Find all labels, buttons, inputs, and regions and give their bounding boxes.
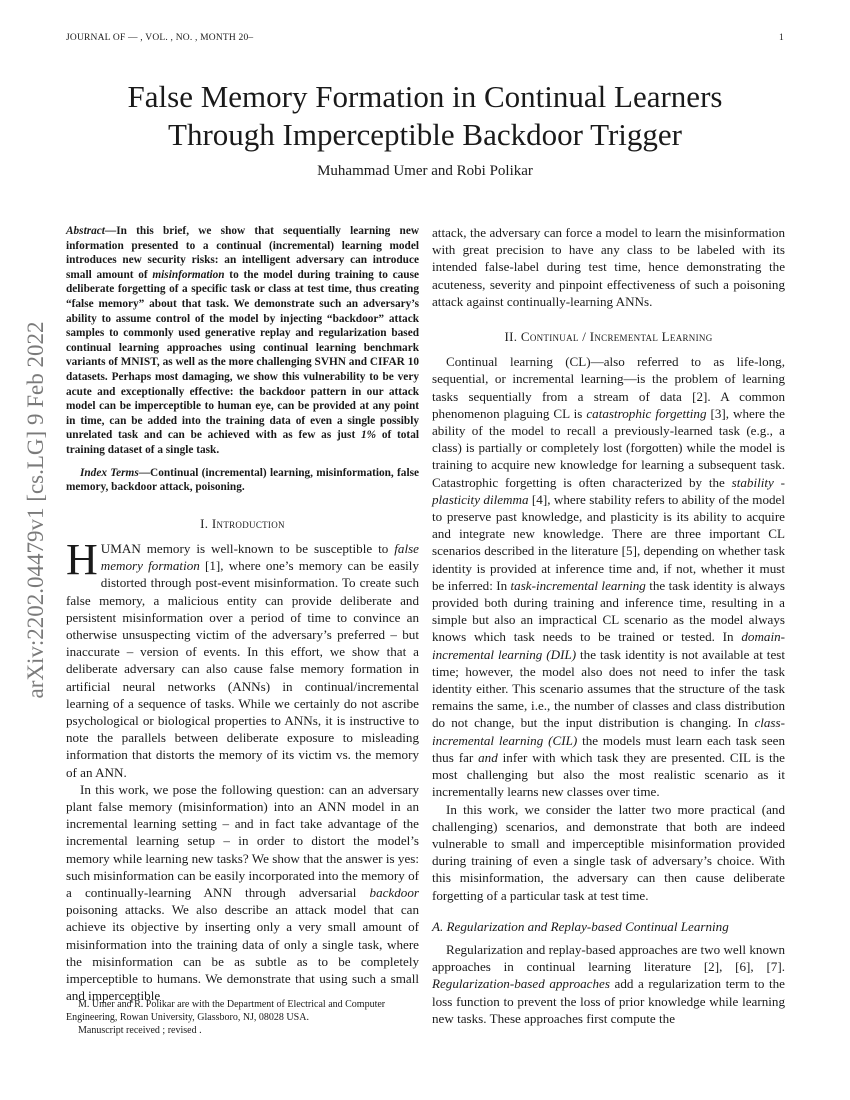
small-caps-text: UMAN	[100, 540, 141, 556]
section-title: Continual / Incremental Learning	[520, 329, 713, 345]
page-number: 1	[779, 33, 784, 43]
left-column	[66, 224, 419, 1004]
paragraph-text: the task identity is always provided both during training and inference time, resulting in a simple but also an impractical CL scenario as the model always knows which task needs to be trained or tested. In	[432, 577, 785, 645]
title-line-2: Through Imperceptible Backdoor Trigger	[168, 117, 682, 152]
section-heading	[432, 328, 785, 345]
abstract-emphasis: misinformation	[152, 268, 225, 281]
paragraph-text: add a regularization term to the loss function to prevent the loss of prior knowledge while learning new tasks. These approaches first compute the	[432, 976, 785, 1026]
section-number: II.	[504, 329, 521, 345]
authors: Muhammad Umer and Robi Polikar	[317, 163, 533, 179]
paragraph	[66, 534, 419, 781]
abstract-text: of total training dataset of a single task.	[66, 429, 419, 456]
paragraph-text: [3], where the ability of the model to recall a previously-learned task (e.g., a class) is partially or completely lost (forgotten) while the model is training to acquire new knowledge for learning a subsequent task. Catastrophic forgetting is often characterized by the	[432, 405, 785, 490]
paragraph-text: In this work, we pose the following question: can an adversary plant false memory (misinformation) into an ANN model in an incremental learning setting – and in fact take advantage of the incremental learning setup – in order to distort the model’s memory while learning new tasks? We show that the answer is yes: such misinformation can be easily incorporated into the memory of a continually-learning ANN through adversarial	[66, 781, 419, 900]
subsection-heading: A. Regularization and Replay-based Continual Learning	[432, 918, 729, 934]
arxiv-stamp	[14, 321, 58, 699]
arxiv-stamp-text: arXiv:2202.04479v1 [cs.LG] 9 Feb 2022	[23, 321, 48, 699]
paragraph-emphasis: and	[478, 749, 498, 765]
paragraph-text: the task identity is not available at test time; however, the model also does not need to infer the task identity either. This scenario assumes that the structure of the task remains the same, i.e., the number of classes and class distribution do not change, but the input distribution is changing. In	[432, 646, 785, 731]
drop-cap: H	[66, 534, 98, 584]
paragraph-text: the models must learn each task seen thus far	[432, 732, 785, 765]
paragraph-text: memory is well-known to be susceptible to	[140, 540, 395, 556]
section-heading	[66, 515, 419, 532]
index-terms-text: —Continual (incremental) learning, misinformation, false memory, backdoor attack, poisoning.	[66, 466, 419, 494]
paragraph: In this work, we consider the latter two more practical (and challenging) scenarios, and demonstrate that both are indeed vulnerable to small and imperceptible misinformation provided during training of even a single task of adversary’s choice. With this misinformation, the adversary can then cause deliberate forgetting of a particular task at test time.	[432, 801, 785, 903]
paragraph: attack, the adversary can force a model to learn the misinformation with great precision to have any class to be labeled with its intended false-label during test time, hence demonstrating the acuteness, severity and pinpoint effectiveness of such a poisoning attack against continually-learning ANNs.	[432, 225, 785, 309]
paragraph-emphasis: task-incremental learning	[510, 577, 646, 593]
running-header-text: JOURNAL OF — , VOL. , NO. , MONTH 20–	[66, 33, 254, 43]
paragraph-emphasis: catastrophic forgetting	[586, 405, 707, 421]
paragraph-text: [4], where stability refers to ability of the model to preserve past knowledge, and plasticity is its ability to acquire and integrate new knowledge. There are three important CL scenarios described in the literature [5], depending on whether task identity is provided at inference time and, if not, whether it must be inferred: In	[432, 491, 785, 593]
right-column	[432, 224, 785, 1027]
footnote	[66, 998, 419, 1037]
paragraph-text: Continual learning (CL)—also referred to as life-long, sequential, or incremental learning—is the problem of learning tasks sequentially from a stream of data [2]. A common phenomenon plaguing CL is	[432, 354, 785, 421]
paragraph-emphasis: false memory formation	[100, 540, 419, 574]
abstract-lead: Abstract	[66, 225, 105, 237]
abstract	[66, 224, 419, 495]
footnote-affiliation: M. Umer and R. Polikar are with the Department of Electrical and Computer Engineering, Rowan University, Glassboro, NJ, 08028 USA.	[66, 999, 386, 1023]
index-terms-lead: Index Terms	[80, 466, 139, 479]
paragraph-text: infer with which task they are presented. CIL is the most challenging but also the most realistic scenario as it incrementally learns new classes over time.	[432, 749, 785, 800]
paragraph-text: poisoning attacks. We also describe an attack model that can achieve its objective by inserting only a very small amount of misinformation into the training data of only a single task, where the misinformation can be as subtle as to be completely imperceptible to humans. We demonstrate that using such a small and imperceptible	[66, 902, 419, 1004]
paragraph-emphasis: stability - plasticity dilemma	[432, 474, 785, 507]
abstract-emphasis: 1%	[360, 429, 377, 442]
paragraph	[432, 941, 785, 1027]
running-header	[66, 33, 784, 47]
paragraph-emphasis: class-incremental learning (CIL)	[432, 715, 785, 748]
section-title: Introduction	[211, 515, 285, 531]
index-terms	[66, 466, 419, 495]
abstract-text: to the model during training to cause deliberate forgetting of a specific task or class at test time, thus creating “false memory” about that task. We demonstrate such an adversary’s ability to assume control of the model by injecting “backdoor” attack samples to commonly used generative replay and regularization based continual learning approaches using continual learning benchmark variants of MNIST, as well as the more challenging SVHN and CIFAR 10 datasets. Perhaps most damaging, we show this vulnerability to be very acute and exceptionally effective: the backdoor pattern in our attack model can be imperceptible to human eye, can be provided at any point in time, can be added into the training data of even a single possibly unrelated task and can be achieved with as few as just	[66, 268, 419, 442]
paragraph-text: [1], where one’s memory can be easily distorted through post-event misinformation. To create such false memory, a malicious entity can provide deliberate and persistent misinformation over a period of time to convince an otherwise unsuspecting victim of the adversary’s preferred – but inaccurate – version of events. In this effort, we show that a deliberate adversary can also cause false memory formation in artificial neural networks (ANNs) in continual/incremental learning of a sequence of tasks. While we certainly do not ascribe psychological or biological properties to ANNs, it is instructive to note the parallels between deliberate exposure to misleading information that distorts the memory of its victim vs. the memory of an ANN.	[66, 558, 419, 780]
footnote-received: Manuscript received ; revised .	[78, 1025, 202, 1036]
paragraph-emphasis: Regularization-based approaches	[432, 976, 610, 992]
paragraph-emphasis: backdoor	[369, 884, 419, 900]
section-number: I.	[200, 515, 212, 531]
paragraph-text: Regularization and replay-based approaches are two well known approaches in continual learning literature [2], [6], [7].	[432, 941, 785, 975]
paragraph-emphasis: domain-incremental learning (DIL)	[432, 629, 785, 662]
paper-title	[40, 78, 810, 154]
title-line-1: False Memory Formation in Continual Learners	[127, 79, 723, 114]
paragraph	[66, 781, 419, 1005]
paragraph	[432, 353, 785, 800]
abstract-text: —In this brief, we show that sequentially learning new information presented to a continual (incremental) learning model introduces new security risks: an intelligent adversary can introduce small amount of	[66, 225, 419, 281]
